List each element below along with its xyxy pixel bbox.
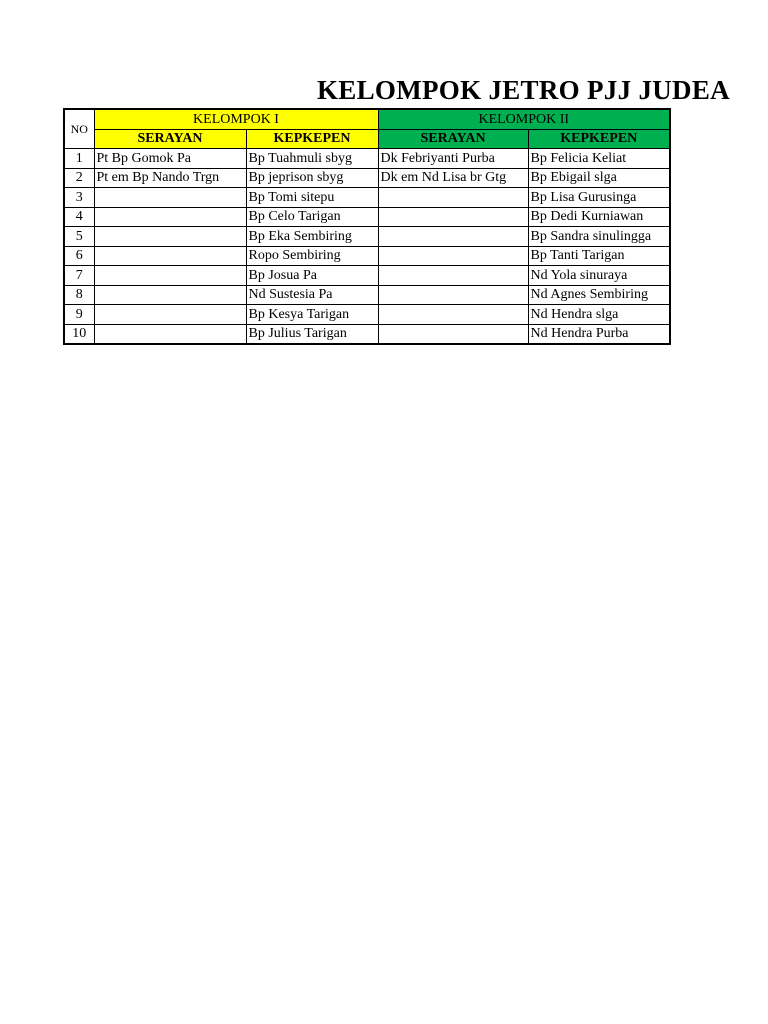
row-number[interactable]: 10 — [64, 324, 94, 344]
cell-serayan-2[interactable]: Dk em Nd Lisa br Gtg — [378, 168, 528, 188]
header-row-subgroups — [64, 129, 670, 149]
sheet-title: KELOMPOK JETRO PJJ JUDEA — [317, 75, 730, 105]
title-clip — [0, 70, 730, 110]
cell-kepkepen-2[interactable]: Bp Felicia Keliat — [528, 149, 670, 169]
row-number[interactable]: 2 — [64, 168, 94, 188]
row-number[interactable]: 8 — [64, 285, 94, 305]
row-number[interactable]: 4 — [64, 207, 94, 227]
row-number[interactable]: 7 — [64, 266, 94, 286]
group-header-1: KELOMPOK I — [94, 109, 378, 129]
cell-serayan-2[interactable] — [378, 207, 528, 227]
cell-kepkepen-2[interactable]: Bp Lisa Gurusinga — [528, 188, 670, 208]
cell-serayan-2[interactable] — [378, 324, 528, 344]
cell-serayan-2[interactable] — [378, 188, 528, 208]
table-row — [64, 324, 670, 344]
cell-kepkepen-1[interactable]: Bp Julius Tarigan — [246, 324, 378, 344]
table-row — [64, 227, 670, 247]
row-number[interactable]: 9 — [64, 305, 94, 325]
row-number[interactable]: 5 — [64, 227, 94, 247]
cell-kepkepen-1[interactable]: Nd Sustesia Pa — [246, 285, 378, 305]
group-header-2: KELOMPOK II — [378, 109, 670, 129]
cell-serayan-1[interactable] — [94, 285, 246, 305]
cell-kepkepen-1[interactable]: Ropo Sembiring — [246, 246, 378, 266]
cell-serayan-2[interactable] — [378, 285, 528, 305]
cell-kepkepen-1[interactable]: Bp Tomi sitepu — [246, 188, 378, 208]
cell-serayan-2[interactable] — [378, 227, 528, 247]
cell-kepkepen-2[interactable]: Nd Hendra slga — [528, 305, 670, 325]
cell-kepkepen-2[interactable]: Bp Tanti Tarigan — [528, 246, 670, 266]
cell-serayan-1[interactable] — [94, 227, 246, 247]
cell-kepkepen-1[interactable]: Bp Eka Sembiring — [246, 227, 378, 247]
table-body — [64, 149, 670, 345]
cell-kepkepen-1[interactable]: Bp jeprison sbyg — [246, 168, 378, 188]
cell-serayan-1[interactable] — [94, 246, 246, 266]
table-row — [64, 207, 670, 227]
cell-serayan-1[interactable] — [94, 207, 246, 227]
table-row — [64, 149, 670, 169]
table-row — [64, 246, 670, 266]
row-number[interactable]: 1 — [64, 149, 94, 169]
cell-kepkepen-1[interactable]: Bp Celo Tarigan — [246, 207, 378, 227]
cell-kepkepen-2[interactable]: Bp Sandra sinulingga — [528, 227, 670, 247]
cell-kepkepen-2[interactable]: Nd Agnes Sembiring — [528, 285, 670, 305]
cell-kepkepen-2[interactable]: Nd Hendra Purba — [528, 324, 670, 344]
row-number[interactable]: 3 — [64, 188, 94, 208]
cell-kepkepen-1[interactable]: Bp Kesya Tarigan — [246, 305, 378, 325]
cell-serayan-2[interactable]: Dk Febriyanti Purba — [378, 149, 528, 169]
cell-kepkepen-1[interactable]: Bp Tuahmuli sbyg — [246, 149, 378, 169]
subheader-serayan-1: SERAYAN — [94, 129, 246, 149]
subheader-serayan-2: SERAYAN — [378, 129, 528, 149]
cell-serayan-1[interactable] — [94, 188, 246, 208]
cell-serayan-1[interactable]: Pt em Bp Nando Trgn — [94, 168, 246, 188]
row-number[interactable]: 6 — [64, 246, 94, 266]
table-row — [64, 266, 670, 286]
header-row-groups — [64, 109, 670, 129]
cell-kepkepen-2[interactable]: Nd Yola sinuraya — [528, 266, 670, 286]
subheader-kepkepen-2: KEPKEPEN — [528, 129, 670, 149]
table-row — [64, 188, 670, 208]
cell-kepkepen-1[interactable]: Bp Josua Pa — [246, 266, 378, 286]
table-row — [64, 285, 670, 305]
cell-serayan-2[interactable] — [378, 266, 528, 286]
table-row — [64, 305, 670, 325]
cell-serayan-2[interactable] — [378, 305, 528, 325]
cell-serayan-1[interactable] — [94, 266, 246, 286]
subheader-kepkepen-1: KEPKEPEN — [246, 129, 378, 149]
cell-serayan-1[interactable] — [94, 305, 246, 325]
cell-serayan-2[interactable] — [378, 246, 528, 266]
group-table — [63, 108, 671, 345]
cell-serayan-1[interactable] — [94, 324, 246, 344]
cell-kepkepen-2[interactable]: Bp Dedi Kurniawan — [528, 207, 670, 227]
cell-serayan-1[interactable]: Pt Bp Gomok Pa — [94, 149, 246, 169]
no-header: NO — [64, 109, 94, 149]
table-row — [64, 168, 670, 188]
cell-kepkepen-2[interactable]: Bp Ebigail slga — [528, 168, 670, 188]
